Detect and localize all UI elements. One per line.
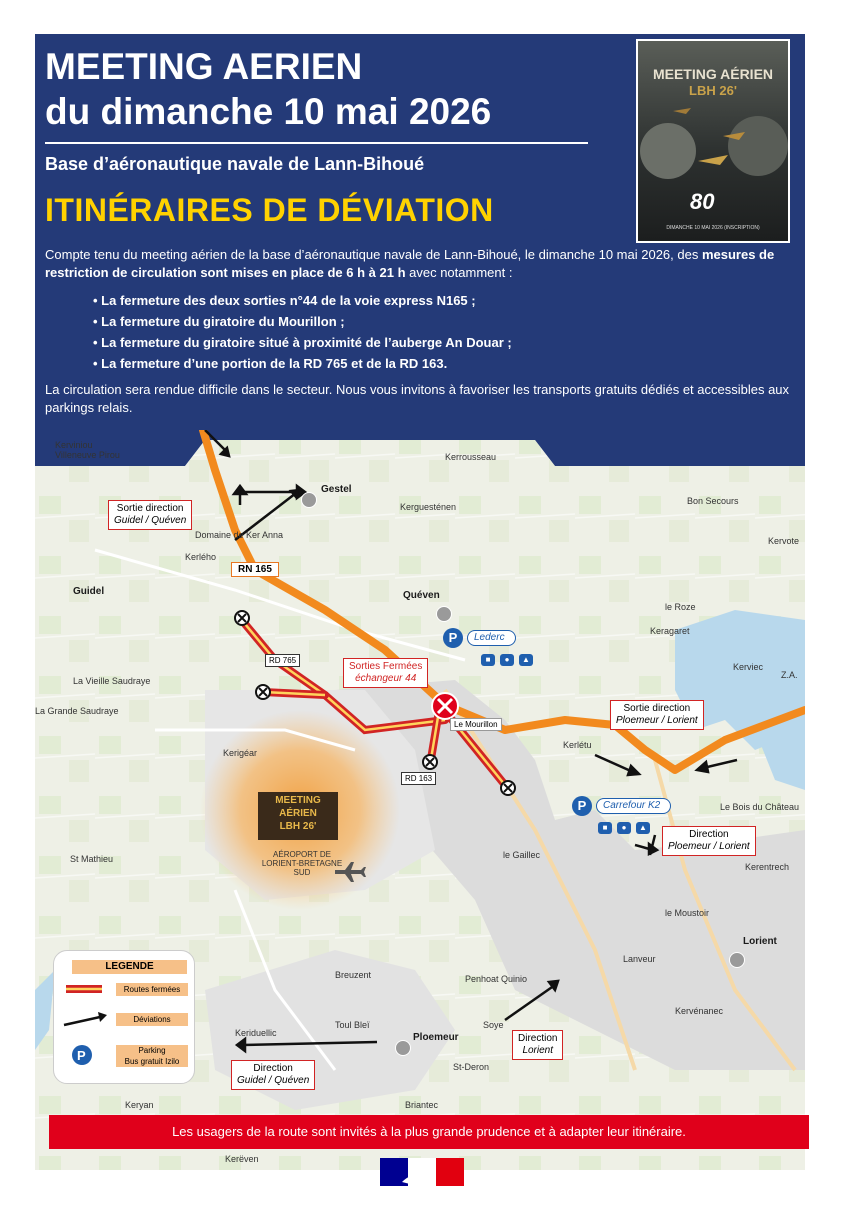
box-direction-guidel: Direction Guidel / Quéven <box>231 1060 315 1090</box>
legend-closed-roads: Routes fermées <box>116 983 188 996</box>
legend-title: LEGENDE <box>72 960 187 974</box>
town-dot <box>395 1040 411 1056</box>
legend-deviations: Déviations <box>116 1013 188 1026</box>
place-label: Soye <box>483 1020 504 1030</box>
place-label: Keriduellic <box>235 1028 277 1038</box>
town-ploemeur: Ploemeur <box>413 1032 459 1043</box>
bike-icon: ● <box>500 654 514 666</box>
bus-icon: ■ <box>481 654 495 666</box>
poster-date: DIMANCHE 10 MAI 2026 (INSCRIPTION) <box>666 225 760 231</box>
intro-text-1: Compte tenu du meeting aérien de la base d’aéronautique navale de Lann-Bihoué, le dimanche 10 mai 2026, des <box>45 247 702 262</box>
closure-item: • La fermeture d’une portion de la RD 765 et de la RD 163. <box>93 353 512 374</box>
prudence-banner: Les usagers de la route sont invités à la plus grande prudence et à adapter leur itinéraire. <box>49 1115 809 1149</box>
place-label: St-Deron <box>453 1062 490 1072</box>
box-sorties-fermees: Sorties Fermées échangeur 44 <box>343 658 428 688</box>
poster-anniversary: 80 <box>690 189 715 214</box>
place-label: Z.A. <box>781 670 798 680</box>
road-tag-le-mourillon: Le Mourillon <box>450 718 502 731</box>
road-tag-rd765: RD 765 <box>265 654 300 667</box>
page-title <box>45 44 491 134</box>
place-label: La Grande Saudraye <box>35 706 119 716</box>
town-dot <box>301 492 317 508</box>
place-label: Kerëven <box>225 1154 259 1164</box>
closure-marker <box>256 685 270 699</box>
place-label: Kerentrech <box>745 862 790 872</box>
place-label: Kerrousseau <box>445 452 497 462</box>
place-label: Kerviec <box>733 662 764 672</box>
legend-parking: Parking Bus gratuit Izilo <box>116 1045 188 1067</box>
major-closure-marker <box>432 693 458 719</box>
place-label: Kervote <box>768 536 800 546</box>
place-label: Breuzent <box>335 970 372 980</box>
town-queven: Quéven <box>403 590 440 601</box>
bus-icon: ■ <box>598 822 612 834</box>
poster-title: MEETING AÉRIEN <box>652 66 774 82</box>
road-tag-rd163: RD 163 <box>401 772 436 785</box>
title-line-2: du dimanche 10 mai 2026 <box>45 91 492 132</box>
place-label: Toul Bleï <box>335 1020 370 1030</box>
intro-paragraph <box>45 246 790 282</box>
place-label: Domaine de Ker Anna <box>195 530 284 540</box>
closure-list <box>93 290 512 374</box>
place-label: Le Bois du Château <box>720 802 800 812</box>
title-divider <box>45 142 588 144</box>
parking-name: Lederc <box>467 630 516 646</box>
bus-stop-icon: ▲ <box>519 654 533 666</box>
closure-item: • La fermeture du giratoire situé à proximité de l’auberge An Douar ; <box>93 332 512 353</box>
place-label: Penhoat Quinio <box>465 974 528 984</box>
place-label: le Moustoir <box>665 908 710 918</box>
place-label: St Mathieu <box>70 854 114 864</box>
town-gestel: Gestel <box>321 484 352 495</box>
intro-text-2: avec notamment : <box>405 265 513 280</box>
traffic-note: La circulation sera rendue difficile dans le secteur. Nous vous invitons à favoriser les transports gratuits dédiés et accessibles aux parkings relais. <box>45 382 790 415</box>
place-label: Keragaret <box>650 626 690 636</box>
place-label: Kerigéar <box>223 748 258 758</box>
closure-item: • La fermeture des deux sorties n°44 de la voie express N165 ; <box>93 290 512 311</box>
svg-text:P: P <box>77 1048 86 1063</box>
place-label: Kerlétu <box>563 740 592 750</box>
map-legend <box>53 950 195 1084</box>
republic-logo-icon <box>380 1158 464 1186</box>
box-sortie-guidel: Sortie direction Guidel / Quéven <box>108 500 192 530</box>
poster-subtitle: LBH 26' <box>689 83 737 98</box>
intro-text-bold: mesures de restriction de circulation sont mises en place de 6 h à 21 h <box>45 247 775 280</box>
header-panel <box>35 34 805 467</box>
box-sortie-ploemeur: Sortie direction Ploemeur / Lorient <box>610 700 704 730</box>
box-direction-lorient: Direction Lorient <box>512 1030 563 1060</box>
town-dot <box>436 606 452 622</box>
place-label: Bon Secours <box>687 496 739 506</box>
place-label: Keryan <box>125 1100 154 1110</box>
parking-icon: P <box>443 628 463 648</box>
bus-stop-icon: ▲ <box>636 822 650 834</box>
place-label: Kerviniou <box>55 440 93 450</box>
event-poster <box>636 39 790 243</box>
place-label: Briantec <box>405 1100 439 1110</box>
place-label: le Roze <box>665 602 696 612</box>
closure-marker <box>501 781 515 795</box>
parking-name: Carrefour K2 <box>596 798 671 814</box>
airport-label: AÉROPORT DE LORIENT-BRETAGNE SUD <box>261 850 343 877</box>
road-tag-rn165: RN 165 <box>231 562 279 577</box>
closure-item: • La fermeture du giratoire du Mourillon ; <box>93 311 512 332</box>
town-dot <box>729 952 745 968</box>
place-label: Lanveur <box>623 954 656 964</box>
place-label: Kerguesténen <box>400 502 457 512</box>
place-label: La Vieille Saudraye <box>73 676 151 686</box>
town-guidel: Guidel <box>73 586 105 597</box>
title-line-1: MEETING AERIEN <box>45 46 363 87</box>
place-label: Kervénanec <box>675 1006 724 1016</box>
bike-icon: ● <box>617 822 631 834</box>
place-label: le Gaillec <box>503 850 541 860</box>
parking-icon: P <box>572 796 592 816</box>
town-lorient: Lorient <box>743 936 777 947</box>
subtitle: Base d’aéronautique navale de Lann-Bihoué <box>45 154 425 174</box>
deviation-map <box>35 430 805 1170</box>
closure-marker <box>423 755 437 769</box>
box-direction-ploemeur: Direction Ploemeur / Lorient <box>662 826 756 856</box>
closure-marker <box>235 611 249 625</box>
section-title: ITINÉRAIRES DE DÉVIATION <box>45 192 494 228</box>
place-label: Kerlého <box>185 552 217 562</box>
place-label: Villeneuve Pirou <box>55 450 120 460</box>
event-logo: MEETING AÉRIEN LBH 26' <box>258 792 338 840</box>
